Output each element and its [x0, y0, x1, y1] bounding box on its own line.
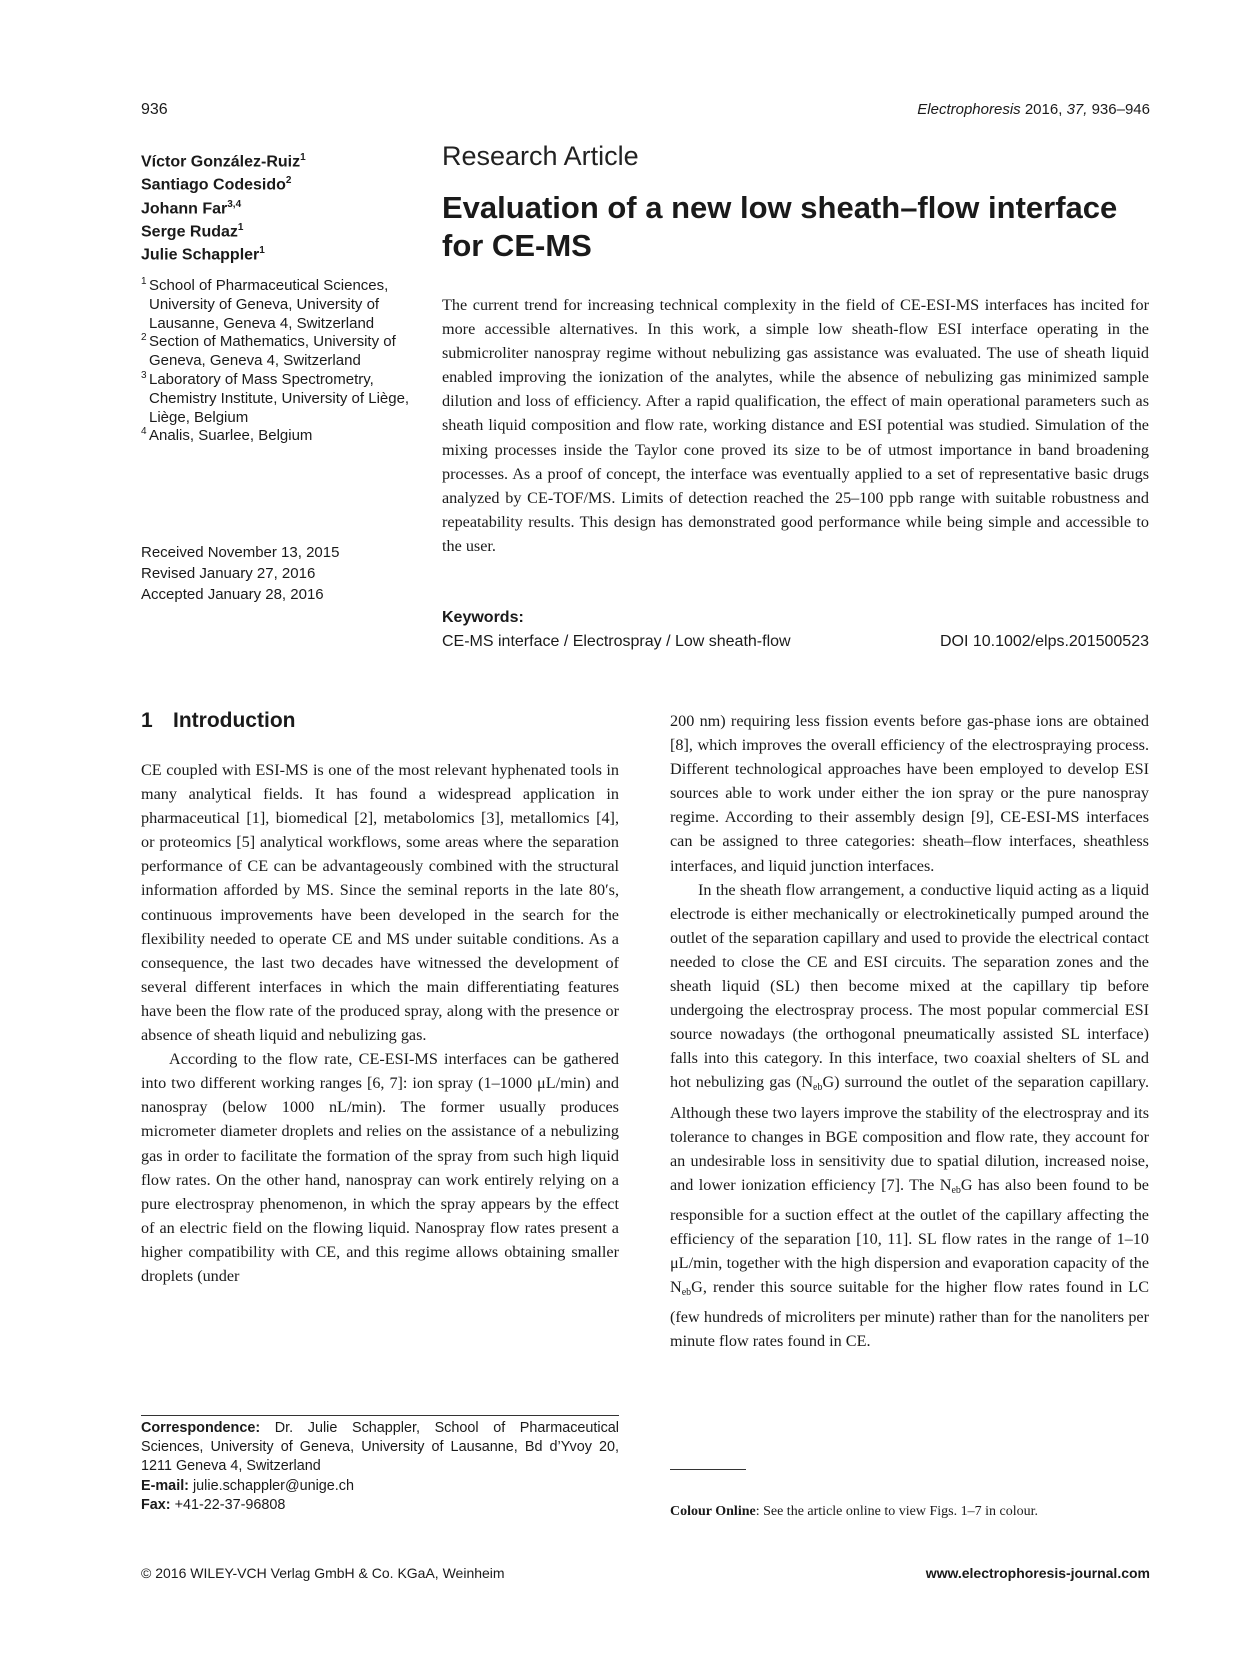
- abstract: The current trend for increasing technical complexity in the field of CE-ESI-MS interfaces has incited for more accessible alternatives. In this work, a simple low sheath-flow ESI interface operating in the submicroliter nanospray regime without nebulizing gas assistance was evaluated. The use of sheath liquid enabled improving the ionization of the analytes, while the absence of nebulizing gas minimized sample dilution and loss of efficiency. After a rapid qualification, the effect of main operational parameters such as sheath liquid composition and flow rate, working distance and ESI potential was studied. Simulation of the mixing processes inside the Taylor cone proved its size to be of utmost importance in band broadening processes. As a proof of concept, the interface was eventually applied to a set of representative basic drugs analyzed by CE-TOF/MS. Limits of detection reached the 25–100 ppb range with suitable robustness and repeatability results. This design has demonstrated good performance while being simple and accessible to the user.: [442, 296, 1149, 555]
- correspondence-footnote: Correspondence: Dr. Julie Schappler, School of Pharmaceutical Sciences, University of Geneva, University of Lausanne, Bd d’Yvoy 20, 1211 Geneva 4, Switzerland E-mail: julie.schappler@unige.ch Fax: +41-22-37-96808: [141, 1420, 619, 1513]
- author: Johann Far$^{3,4}$: [141, 198, 242, 217]
- doi: DOI 10.1002/elps.201500523: [939, 633, 1149, 650]
- affiliation: 3 Laboratory of Mass Spectrometry, Chemistry Institute, University of Liège, Liège, Belgium: [141, 369, 410, 426]
- section-heading: [141, 709, 295, 733]
- affiliation: 1 School of Pharmaceutical Sciences, University of Geneva, University of Lausanne, Geneva 4, Switzerland: [141, 276, 389, 332]
- article-title: Evaluation of a new low sheath–flow interface for CE-MS: [442, 190, 1118, 263]
- email-address: julie.schappler@unige.ch: [188, 1477, 354, 1494]
- author: Santiago Codesido$^2$: [141, 175, 292, 194]
- section-title: Introduction: [173, 709, 296, 732]
- paragraph: 200 nm) requiring less fission events before gas-phase ions are obtained [8], which improves the overall efficiency of the electrospraying process. Different technological approaches have been employed to develop ESI sources able to work under either the ion spray or the pure nanospray regime. According to their assembly design [9], CE-ESI-MS interfaces can be assigned to three categories: sheath–flow interfaces, sheathless interfaces, and liquid junction interfaces.: [670, 712, 1149, 875]
- keywords-heading: Keywords:: [442, 609, 524, 626]
- footnote-divider: [141, 1415, 619, 1416]
- right-column: [670, 709, 1149, 1353]
- revised-date: Revised January 27, 2016: [141, 565, 316, 582]
- footnote-divider: [670, 1469, 746, 1470]
- left-column: [141, 758, 619, 1288]
- keywords-line: [442, 633, 1149, 651]
- received-date: Received November 13, 2015: [141, 544, 340, 561]
- journal-pages: 936–946: [1091, 101, 1150, 118]
- author-list: [141, 148, 411, 265]
- author: Julie Schappler$^1$: [141, 245, 265, 264]
- paragraph: In the sheath flow arrangement, a conductive liquid acting as a liquid electrode is either mechanically or electrokinetically pumped around the outlet of the separation capillary and used to provide the electrical contact needed to close the CE and ESI circuits. The separation zones and the sheath liquid (SL) then become mixed at the capillary tip before undergoing the electrospray process. The most popular commercial ESI source nowadays (the orthogonal pneumatically assisted SL interface) falls into this category. In this interface, two coaxial shelters of SL and hot nebulizing gas $(N_{eb}G)$ surround the outlet of the separation capillary. Although these two layers improve the stability of the electrospray and its tolerance to changes in BGE composition and flow rate, they account for an undesirable loss in sensitivity due to spatial dilution, increased noise, and lower ionization efficiency [7]. The $N_{eb}G$ has also been found to be responsible for a suction effect at the outlet of the capillary affecting the efficiency of the separation [10, 11]. SL flow rates in the range of 1–10 μL/min, together with the high dispersion and evaporation capacity of the $N_{eb}G$, render this source suitable for the higher flow rates found in LC (few hundreds of microliters per minute) rather than for the nanoliters per minute flow rates found in CE.: [670, 880, 1149, 1351]
- page-number: 936: [141, 101, 168, 118]
- colour-online-note: Colour Online: See the article online to view Figs. 1–7 in colour.: [670, 1504, 1038, 1519]
- paragraph: CE coupled with ESI-MS is one of the most relevant hyphenated tools in many analytical fields. It has found a widespread application in pharmaceutical [1], biomedical [2], metabolomics [3], metallomics [4], or proteomics [5] analytical workflows, some areas where the separation performance of CE can be advantageously combined with the structural information afforded by MS. Since the seminal reports in the late 80′s, continuous improvements have been developed in the search for the flexibility needed to operate CE and MS under suitable conditions. As a consequence, the last two decades have witnessed the development of several different interfaces in which the main differentiating features have been the flow rate of the produced spray, along with the presence or absence of sheath liquid and nebulizing gas.: [141, 761, 619, 1045]
- affiliation-list: [141, 277, 413, 446]
- journal-name: Electrophoresis: [917, 101, 1021, 118]
- paragraph: According to the flow rate, CE-ESI-MS interfaces can be gathered into two different working ranges [6, 7]: ion spray (1–1000 μL/min) and nanospray (below 1000 nL/min). The former usually produces micrometer diameter droplets and relies on the assistance of a nebulizing gas in order to facilitate the formation of the spray from such high liquid flow rates. On the other hand, nanospray can work entirely relying on a pure electrospray phenomenon, in which the spray appears by the effect of an electric field on the flowing liquid. Nanospray flow rates present a higher compatibility with CE, and this regime allows obtaining smaller droplets (under: [141, 1050, 619, 1285]
- affiliation: 2 Section of Mathematics, University of Geneva, Geneva 4, Switzerland: [141, 332, 396, 370]
- affiliation: 4 Analis, Suarlee, Belgium: [141, 426, 313, 445]
- journal-website: www.electrophoresis-journal.com: [925, 1565, 1150, 1581]
- author: Víctor González-Ruiz$^1$: [141, 152, 306, 171]
- article-type: Research Article: [442, 141, 639, 171]
- copyright-notice: © 2016 WILEY-VCH Verlag GmbH & Co. KGaA, Weinheim: [141, 1565, 505, 1581]
- author: Serge Rudaz$^1$: [141, 221, 244, 241]
- accepted-date: Accepted January 28, 2016: [141, 586, 324, 603]
- keywords-list: CE-MS interface / Electrospray / Low sheath-flow: [442, 633, 791, 650]
- journal-volume: 37,: [1066, 101, 1088, 118]
- section-number: 1: [141, 709, 153, 732]
- journal-year: 2016,: [1024, 101, 1063, 118]
- article-history: [141, 542, 413, 605]
- journal-citation: [917, 101, 1150, 118]
